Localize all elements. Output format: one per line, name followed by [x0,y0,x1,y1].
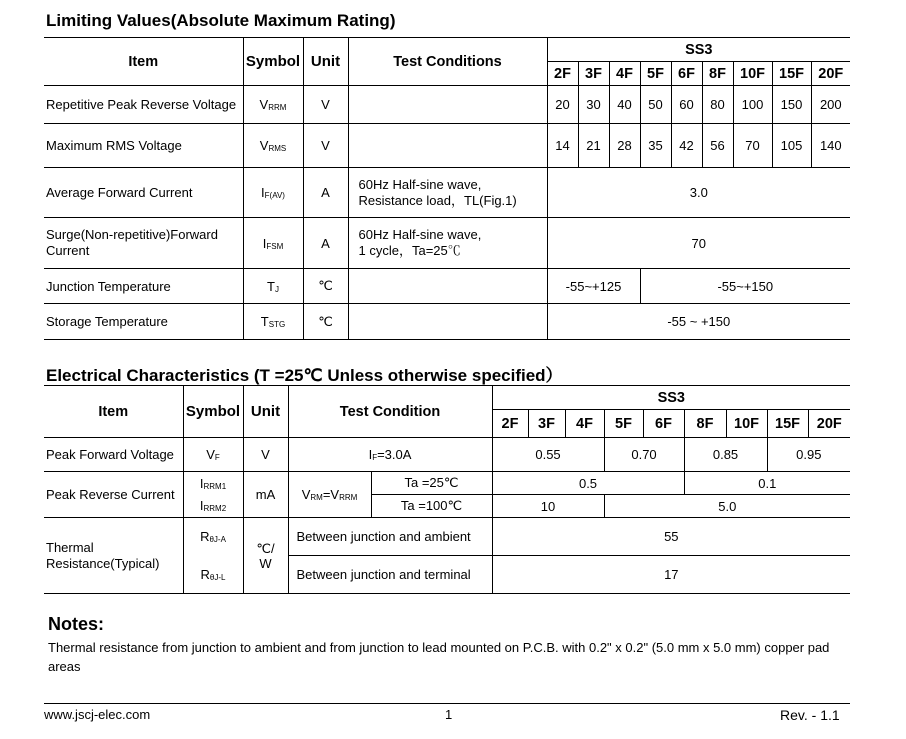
test-condition [348,304,547,340]
row-tj [44,269,850,304]
model-6f: 6F [671,62,702,86]
symbol: $V_{RMS}$ [243,124,303,168]
notes-text: Thermal resistance from junction to ambient and from junction to lead mounted on P.C.B. with 0.2" x 0.2" (5.0 mm x 5.0 mm) copper pad areas [48,640,830,674]
symbol: $V_F$ [183,438,243,472]
value-5f: 35 [640,124,671,168]
notes-title: Notes: [48,614,105,634]
electrical-characteristics-title: Electrical Characteristics (T =25℃ Unless otherwise specified） [46,366,563,385]
electrical-characteristics-table [44,385,850,594]
item-label: Average Forward Current [44,168,243,218]
value-20f: 140 [811,124,850,168]
unit: V [303,124,348,168]
value-8f-20f: 0.1 [684,472,850,495]
test-condition-ambient: Between junction and ambient [288,518,492,556]
symbol-irrm1: $I_{RRM1}$ [183,472,243,495]
value-5f: 50 [640,86,671,124]
model-6f: 6F [643,410,684,438]
model-20f: 20F [811,62,850,86]
model-15f: 15F [767,410,808,438]
value-4f: 40 [609,86,640,124]
value-2f-4f: 10 [492,495,604,518]
value-10f: 100 [733,86,772,124]
item-label: Storage Temperature [44,304,243,340]
footer-revision: Rev. - 1.1 [780,707,840,723]
header-unit: Unit [243,386,288,438]
unit: V [303,86,348,124]
unit: mA [243,472,288,518]
value-8f: 56 [702,124,733,168]
test-condition [348,269,547,304]
row-vf [44,438,850,472]
model-5f: 5F [640,62,671,86]
item-label: Surge(Non-repetitive)Forward Current [44,218,243,269]
value-6f: 42 [671,124,702,168]
header-item: Item [44,38,243,86]
value-2f: 14 [547,124,578,168]
header-symbol: Symbol [183,386,243,438]
model-2f: 2F [547,62,578,86]
value-8f-10f: 0.85 [684,438,767,472]
model-20f: 20F [808,410,850,438]
model-8f: 8F [684,410,726,438]
value-15f: 150 [772,86,811,124]
test-condition: 60Hz Half-sine wave, Resistance load，TL(Fig.1) [348,168,547,218]
value-6f: 60 [671,86,702,124]
test-condition-terminal: Between junction and terminal [288,556,492,594]
footer-page-number: 1 [445,707,453,722]
item-label: Repetitive Peak Reverse Voltage [44,86,243,124]
item-label: Peak Forward Voltage [44,438,183,472]
model-2f: 2F [492,410,528,438]
value-8f: 80 [702,86,733,124]
item-label: Thermal Resistance(Typical) [44,518,183,594]
value-3f: 21 [578,124,609,168]
header-group-ss3: SS3 [547,38,850,62]
row-thermal-1 [44,518,850,556]
value-15f-20f: 0.95 [767,438,850,472]
item-label: Peak Reverse Current [44,472,183,518]
value-all: 17 [492,556,850,594]
footer-url[interactable]: www.jscj-elec.com [44,707,151,722]
unit: A [303,218,348,269]
unit: ℃/ W [243,518,288,594]
symbol-rthja: $R_{\theta J-A}$ [183,518,243,556]
row-ifav [44,168,850,218]
value-all: -55 ~ +150 [547,304,850,340]
model-8f: 8F [702,62,733,86]
header-row [44,386,850,410]
row-tstg [44,304,850,340]
value-10f: 70 [733,124,772,168]
symbol: $I_{F(AV)}$ [243,168,303,218]
limiting-values-title: Limiting Values(Absolute Maximum Rating) [46,11,396,30]
test-condition-voltage: $V_{RM}=V_{RRM}$ [288,472,371,518]
value-2f: 20 [547,86,578,124]
symbol: $T_{STG}$ [243,304,303,340]
value-3f: 30 [578,86,609,124]
model-4f: 4F [565,410,604,438]
value-5f-20f: -55~+150 [640,269,850,304]
test-condition: $I_F=3.0A$ [288,438,492,472]
test-condition: 60Hz Half-sine wave, 1 cycle，Ta=25℃ [348,218,547,269]
header-test-condition: Test Condition [288,386,492,438]
row-ir-1 [44,472,850,495]
unit: ℃ [303,304,348,340]
footer-divider [44,703,850,704]
model-15f: 15F [772,62,811,86]
item-label: Junction Temperature [44,269,243,304]
row-vrms [44,124,850,168]
value-2f-4f: 0.55 [492,438,604,472]
test-condition-ta-100: Ta =100℃ [371,495,492,518]
value-4f: 28 [609,124,640,168]
model-5f: 5F [604,410,643,438]
model-10f: 10F [726,410,767,438]
value-15f: 105 [772,124,811,168]
value-2f-4f: -55~+125 [547,269,640,304]
symbol: $T_J$ [243,269,303,304]
test-condition [348,86,547,124]
test-condition [348,124,547,168]
unit: V [243,438,288,472]
row-vrrm [44,86,850,124]
header-symbol: Symbol [243,38,303,86]
row-ifsm [44,218,850,269]
model-4f: 4F [609,62,640,86]
header-row [44,38,850,62]
header-group-ss3: SS3 [492,386,850,410]
unit: A [303,168,348,218]
unit: ℃ [303,269,348,304]
value-all: 55 [492,518,850,556]
value-all: 70 [547,218,850,269]
limiting-values-table [44,37,850,340]
test-condition-ta-25: Ta =25℃ [371,472,492,495]
item-label: Maximum RMS Voltage [44,124,243,168]
symbol-irrm2: $I_{RRM2}$ [183,495,243,518]
symbol-rthjl: $R_{\theta J-L}$ [183,556,243,594]
header-test-conditions: Test Conditions [348,38,547,86]
header-unit: Unit [303,38,348,86]
symbol: $V_{RRM}$ [243,86,303,124]
model-3f: 3F [578,62,609,86]
value-5f-20f: 5.0 [604,495,850,518]
model-10f: 10F [733,62,772,86]
value-2f-6f: 0.5 [492,472,684,495]
value-all: 3.0 [547,168,850,218]
value-5f-6f: 0.70 [604,438,684,472]
header-item: Item [44,386,183,438]
value-20f: 200 [811,86,850,124]
symbol: $I_{FSM}$ [243,218,303,269]
model-3f: 3F [528,410,565,438]
